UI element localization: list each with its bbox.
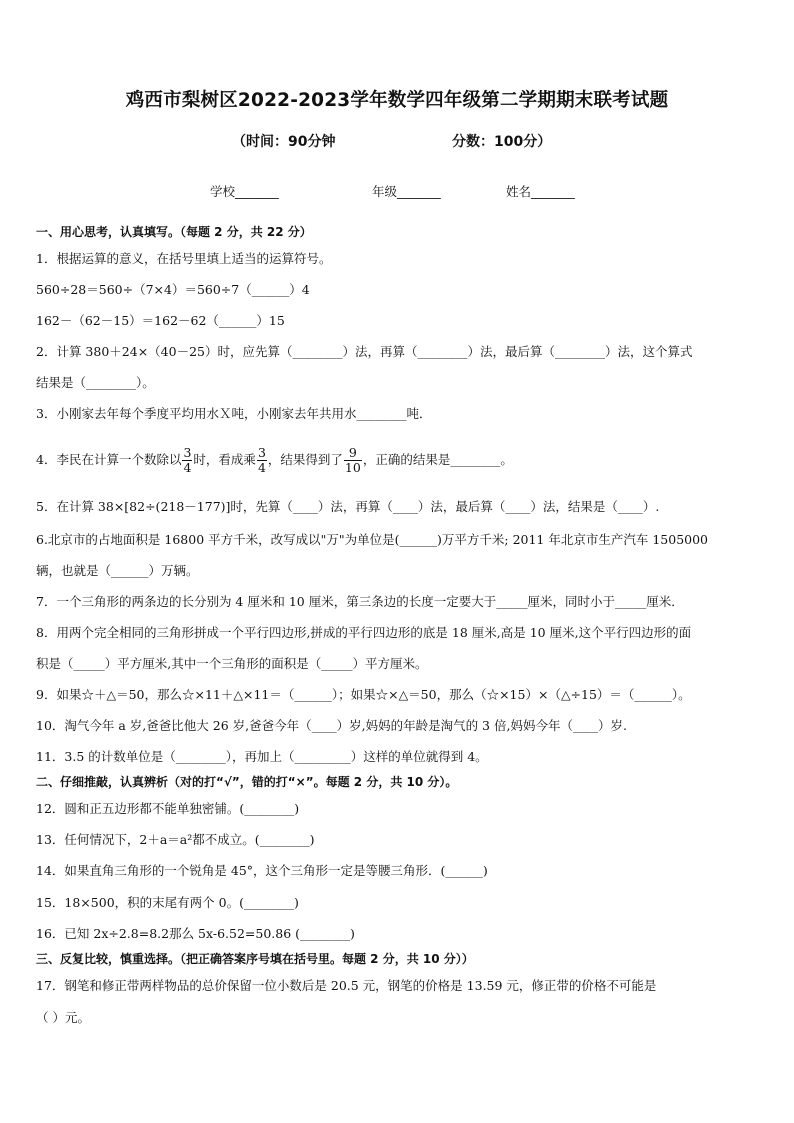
page-title: 鸡西市梨树区2022-2023学年数学四年级第二学期期末联考试题 [125, 90, 669, 111]
question-17-line2: （ ）元。 [36, 1010, 90, 1025]
question-13: 13．任何情况下，2＋a＝a²都不成立。(________) [36, 832, 315, 847]
section3-heading: 三、反复比较，慎重选择。（把正确答案序号填在括号里。每题 2 分，共 10 分）） [36, 952, 474, 966]
fraction-3-num: 9 [344, 446, 362, 461]
school-field: 学校_______ [210, 184, 279, 199]
fraction-2-num: 3 [257, 445, 266, 460]
question-4 [36, 440, 776, 480]
exam-score: 分数：100分） [452, 134, 552, 150]
fraction-1 [182, 446, 192, 475]
fraction-1-num: 3 [183, 445, 192, 460]
question-1b: 162－（62－15）＝162－62（______）15 [36, 313, 285, 328]
fraction-3 [344, 446, 362, 475]
question-12: 12．圆和正五边形都不能单独密铺。(________) [36, 801, 300, 816]
question-1: 1．根据运算的意义，在括号里填上适当的运算符号。 [36, 251, 332, 266]
question-16: 16．已知 2x÷2.8=8.2那么 5x-6.52=50.86 (________) [36, 926, 355, 941]
question-17-line1: 17．钢笔和修正带两样物品的总价保留一位小数后是 20.5 元，钢笔的价格是 13.59 元，修正带的价格不可能是 [36, 978, 657, 993]
question-6-line1: 6.北京市的占地面积是 16800 平方千米，改写成以"万"为单位是(______)万平方千米; 2011 年北京市生产汽车 1505000 [36, 532, 709, 547]
question-10: 10．淘气今年 a 岁,爸爸比他大 26 岁,爸爸今年（____）岁,妈妈的年龄是淘气的 3 倍,妈妈今年（____）岁. [36, 718, 627, 733]
section2-heading: 二、仔细推敲，认真辨析（对的打“√”，错的打“×”。每题 2 分，共 10 分）。 [36, 775, 458, 789]
question-1a: 560÷28＝560÷（7×4）＝560÷7（______）4 [36, 282, 310, 297]
question-14: 14．如果直角三角形的一个锐角是 45°，这个三角形一定是等腰三角形．(______) [36, 863, 488, 878]
question-11: 11．3.5 的计数单位是（________），再加上（_________）这样的单位就得到 4。 [36, 749, 488, 764]
question-7: 7．一个三角形的两条边的长分别为 4 厘米和 10 厘米，第三条边的长度一定要大于_____厘米，同时小于_____厘米． [36, 594, 684, 609]
exam-time: （时间：90分钟 [232, 134, 336, 150]
question-8-line1: 8．用两个完全相同的三角形拼成一个平行四边形,拼成的平行四边形的底是 18 厘米,高是 10 厘米,这个平行四边形的面 [36, 625, 692, 640]
grade-field: 年级_______ [372, 184, 441, 199]
question-6-line2: 辆，也就是（______）万辆。 [36, 563, 199, 578]
q4-prefix: 4．李民在计算一个数除以 [36, 452, 182, 467]
q4-mid2: ，结果得到了 [267, 452, 343, 467]
fraction-2 [257, 446, 267, 475]
question-8-line2: 积是（_____）平方厘米,其中一个三角形的面积是（_____）平方厘米。 [36, 656, 428, 671]
q4-mid1: 时，看成乘 [193, 452, 256, 467]
name-field: 姓名_______ [506, 184, 575, 199]
section1-heading: 一、用心思考，认真填写。（每题 2 分，共 22 分） [36, 225, 312, 239]
fraction-2-den: 4 [257, 460, 266, 475]
question-15: 15．18×500，积的末尾有两个 0。(________) [36, 895, 299, 910]
question-9: 9．如果☆＋△＝50，那么☆×11＋△×11＝（______）；如果☆×△＝50，那么（☆×15）×（△÷15）＝（______）。 [36, 687, 691, 702]
q4-suffix: ，正确的结果是________。 [362, 452, 513, 467]
fraction-1-den: 4 [183, 460, 192, 475]
fraction-3-den: 10 [344, 460, 361, 475]
question-2-line2: 结果是（________）。 [36, 375, 155, 390]
question-5: 5．在计算 38×[82÷(218－177)]时，先算（____）法，再算（____）法，最后算（____）法，结果是（____）. [36, 499, 660, 514]
question-2-line1: 2．计算 380＋24×（40－25）时，应先算（________）法，再算（________）法，最后算（________）法，这个算式 [36, 344, 693, 359]
question-3: 3．小刚家去年每个季度平均用水Ｘ吨，小刚家去年共用水________吨． [36, 406, 432, 421]
